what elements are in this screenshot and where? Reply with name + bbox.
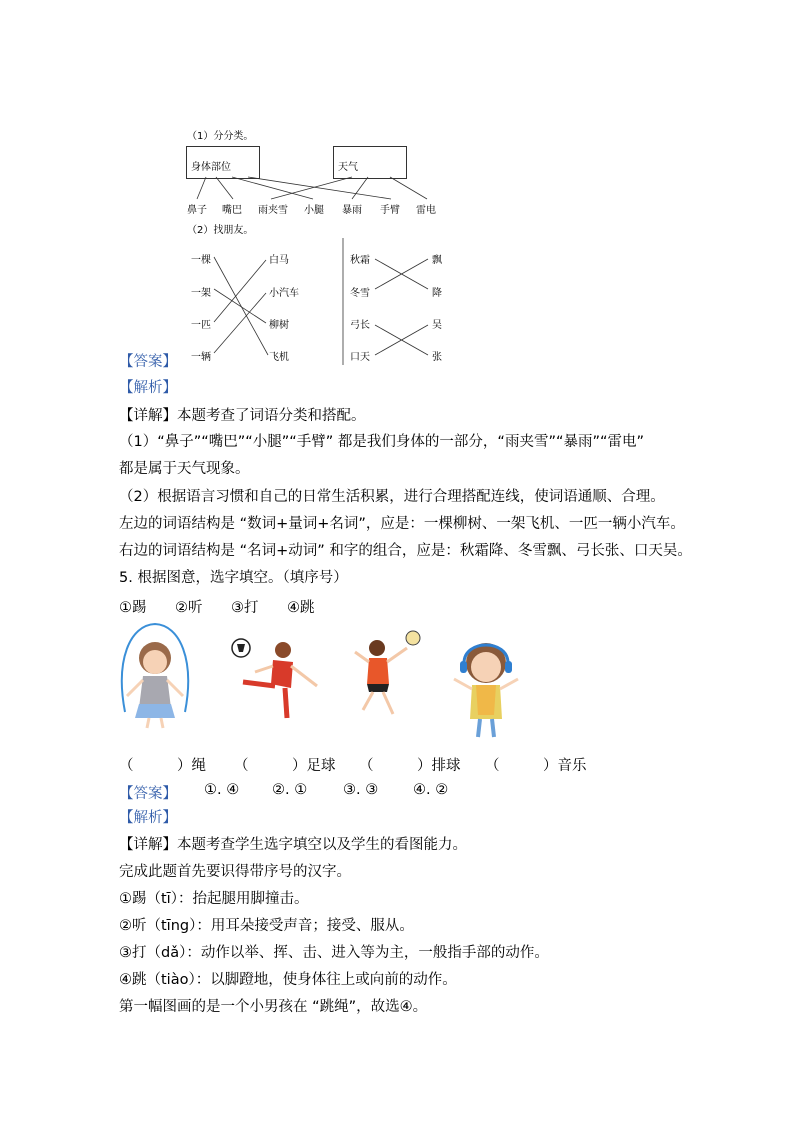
- paragraph: 都是属于天气现象。: [119, 461, 250, 477]
- paragraph: （2）根据语言习惯和自己的日常生活积累，进行合理搭配连线，使词语通顺、合理。: [119, 489, 665, 505]
- paragraph: 左边的词语结构是 “数词+量词+名词”，应是：一棵柳树、一架飞机、一匹一辆小汽车。: [119, 516, 685, 532]
- option-item: ①踢: [119, 600, 147, 616]
- paragraph: （1）“鼻子”“嘴巴”“小腿”“手臂” 都是我们身体的一部分，“雨夹雪”“暴雨”“雷电”: [119, 434, 644, 450]
- match-word: 一架: [191, 288, 211, 299]
- category-label-body: 身体部位: [191, 162, 231, 173]
- word-item: 鼻子: [187, 205, 207, 216]
- word-item: 雷电: [416, 205, 436, 216]
- soccer-player-illustration: [225, 632, 325, 732]
- blank-item: （ ）足球: [234, 758, 336, 774]
- paragraph: ④跳（tiào）：以脚蹬地，使身体往上或向前的动作。: [119, 972, 457, 988]
- paragraph: ②听（tīng）：用耳朵接受声音；接受、服从。: [119, 918, 414, 934]
- answer-item: ③. ③: [343, 782, 379, 798]
- match-word: 吴: [432, 320, 442, 331]
- paragraph: ①踢（tī）：抬起腿用脚撞击。: [119, 891, 309, 907]
- word-item: 手臂: [380, 205, 400, 216]
- paragraph: 完成此题首先要识得带序号的汉字。: [119, 864, 351, 880]
- option-item: ③打: [231, 600, 259, 616]
- match-word: 小汽车: [269, 288, 299, 299]
- word-item: 暴雨: [342, 205, 362, 216]
- match-word: 张: [432, 352, 442, 363]
- answer-label: 【答案】: [119, 354, 177, 370]
- music-boy-illustration: [450, 637, 525, 742]
- analysis-label: 【解析】: [119, 380, 177, 396]
- blank-item: （ ）绳: [119, 758, 206, 774]
- paragraph: ③打（dǎ）：动作以举、挥、击、进入等为主，一般指手部的动作。: [119, 945, 549, 961]
- word-item: 雨夹雪: [258, 205, 288, 216]
- match-word: 降: [432, 288, 442, 299]
- blank-item: （ ）音乐: [485, 758, 587, 774]
- match-word: 秋霜: [350, 255, 370, 266]
- answer-label: 【答案】: [119, 786, 177, 802]
- match-word: 白马: [269, 255, 289, 266]
- diagram2-title: （2）找朋友。: [187, 225, 254, 236]
- match-word: 冬雪: [350, 288, 370, 299]
- detail-text: 本题考查了词语分类和搭配。: [177, 408, 366, 424]
- answer-item: ④. ②: [413, 782, 449, 798]
- match-word: 一棵: [191, 255, 211, 266]
- connection-lines: [0, 0, 794, 400]
- word-item: 小腿: [304, 205, 324, 216]
- match-word: 柳树: [269, 320, 289, 331]
- paragraph: 第一幅图画的是一个小男孩在 “跳绳”，故选④。: [119, 999, 428, 1015]
- detail-line: [119, 406, 366, 426]
- detail-prefix: 【详解】: [119, 837, 177, 853]
- question-title: 5. 根据图意，选字填空。（填序号）: [119, 570, 348, 586]
- match-word: 弓长: [350, 320, 370, 331]
- answer-item: ①. ④: [204, 782, 240, 798]
- option-item: ④跳: [287, 600, 315, 616]
- match-word: 飘: [432, 255, 442, 266]
- volleyball-player-illustration: [345, 628, 430, 723]
- match-word: 飞机: [269, 352, 289, 363]
- answer-item: ②. ①: [272, 782, 308, 798]
- detail-line: [119, 835, 467, 855]
- detail-text: 本题考查学生选字填空以及学生的看图能力。: [177, 837, 467, 853]
- jump-rope-girl-illustration: [115, 620, 195, 735]
- blank-item: （ ）排球: [359, 758, 461, 774]
- option-item: ②听: [175, 600, 203, 616]
- category-label-weather: 天气: [338, 162, 358, 173]
- word-item: 嘴巴: [222, 205, 242, 216]
- paragraph: 右边的词语结构是 “名词+动词” 和字的组合，应是：秋霜降、冬雪飘、弓长张、口天吴。: [119, 543, 692, 559]
- match-word: 一匹: [191, 320, 211, 331]
- diagram1-title: （1）分分类。: [187, 131, 254, 142]
- match-word: 一辆: [191, 352, 211, 363]
- analysis-label: 【解析】: [119, 810, 177, 826]
- match-word: 口天: [350, 352, 370, 363]
- detail-prefix: 【详解】: [119, 408, 177, 424]
